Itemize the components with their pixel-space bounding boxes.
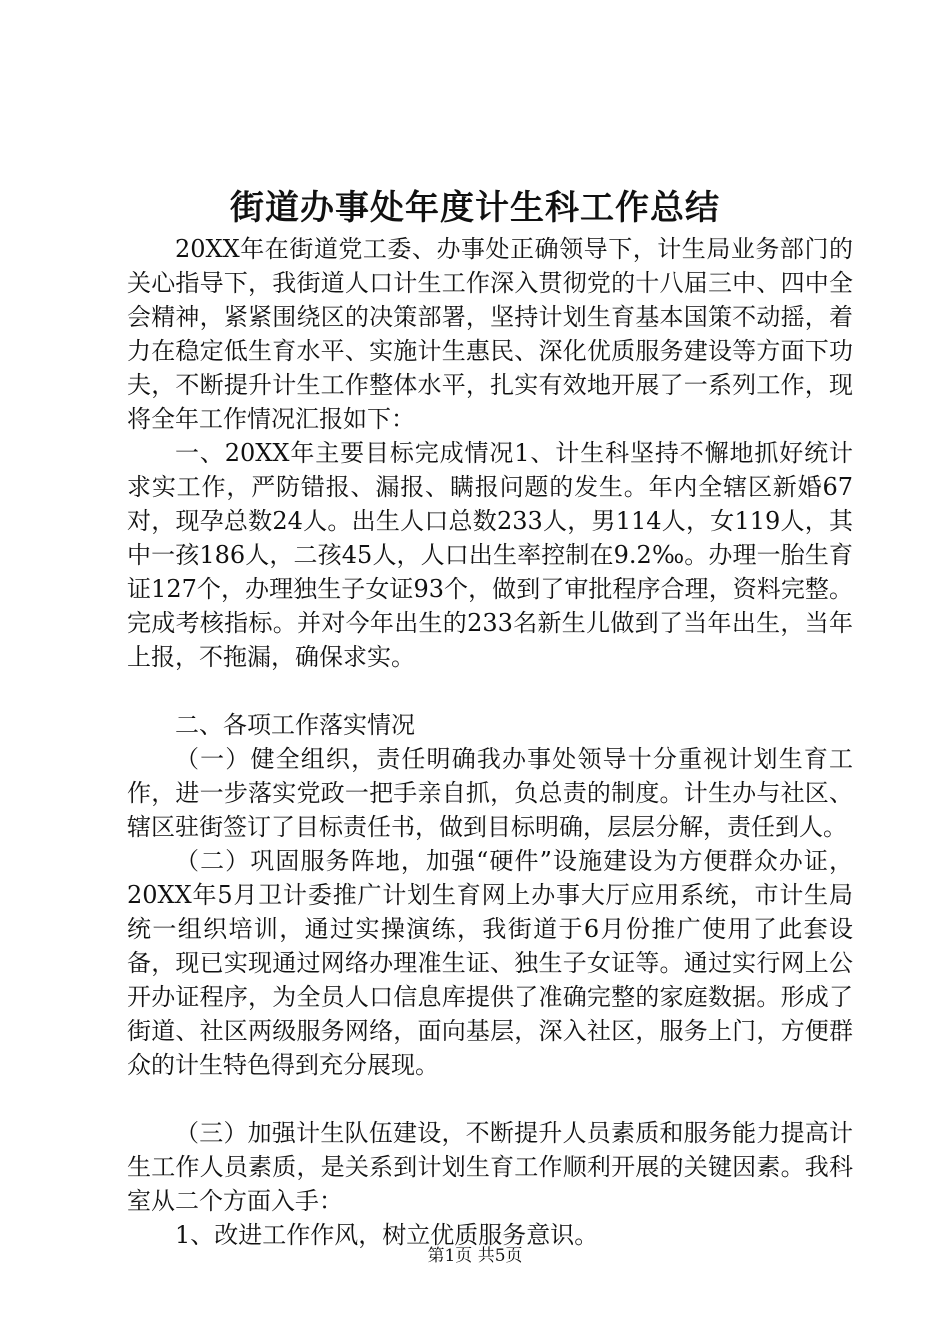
paragraph-item-two: （二）巩固服务阵地，加强“硬件”设施建设为方便群众办证，20XX年5月卫计委推广计划生育网上办事大厅应用系统，市计生局统一组织培训，通过实操演练，我街道于6月份推广使用了此套设备，现已实现通过网络办理准生证、独生子女证等。通过实行网上公开办证程序，为全员人口信息库提供了准确完整的家庭数据。形成了街道、社区两级服务网络，面向基层，深入社区，服务上门，方便群众的计生特色得到充分展现。 (127, 847, 853, 1079)
paragraph-section-one: 一、20XX年主要目标完成情况1、计生科坚持不懈地抓好统计求实工作，严防错报、漏报、瞒报问题的发生。年内全辖区新婚67对，现孕总数24人。出生人口总数233人，男114人，女119人，其中一孩186人，二孩45人，人口出生率控制在9.2‰。办理一胎生育证127个，办理独生子女证93个，做到了审批程序合理，资料完整。完成考核指标。并对今年出生的233名新生儿做到了当年出生，当年上报，不拖漏，确保求实。 (127, 439, 853, 671)
paragraph-item-three: （三）加强计生队伍建设，不断提升人员素质和服务能力提高计生工作人员素质，是关系到计划生育工作顺利开展的关键因素。我科室从二个方面入手： (127, 1119, 853, 1215)
paragraph-item-one: （一）健全组织，责任明确我办事处领导十分重视计划生育工作，进一步落实党政一把手亲自抓，负总责的制度。计生办与社区、辖区驻街签订了目标责任书，做到目标明确，层层分解，责任到人。 (127, 745, 853, 841)
document-title: 街道办事处年度计生科工作总结 (230, 188, 720, 228)
document-body (127, 232, 853, 1252)
section-heading-two: 二、各项工作落实情况 (175, 711, 415, 739)
page-footer: 第1页 共5页 (427, 1246, 523, 1266)
paragraph-intro: 20XX年在街道党工委、办事处正确领导下，计生局业务部门的关心指导下，我街道人口计生工作深入贯彻党的十八届三中、四中全会精神，紧紧围绕区的决策部署，坚持计划生育基本国策不动摇，着力在稳定低生育水平、实施计生惠民、深化优质服务建设等方面下功夫，不断提升计生工作整体水平，扎实有效地开展了一系列工作，现将全年工作情况汇报如下： (127, 235, 853, 433)
paragraph-subitem-one: 1、改进工作作风，树立优质服务意识。 (175, 1221, 599, 1249)
